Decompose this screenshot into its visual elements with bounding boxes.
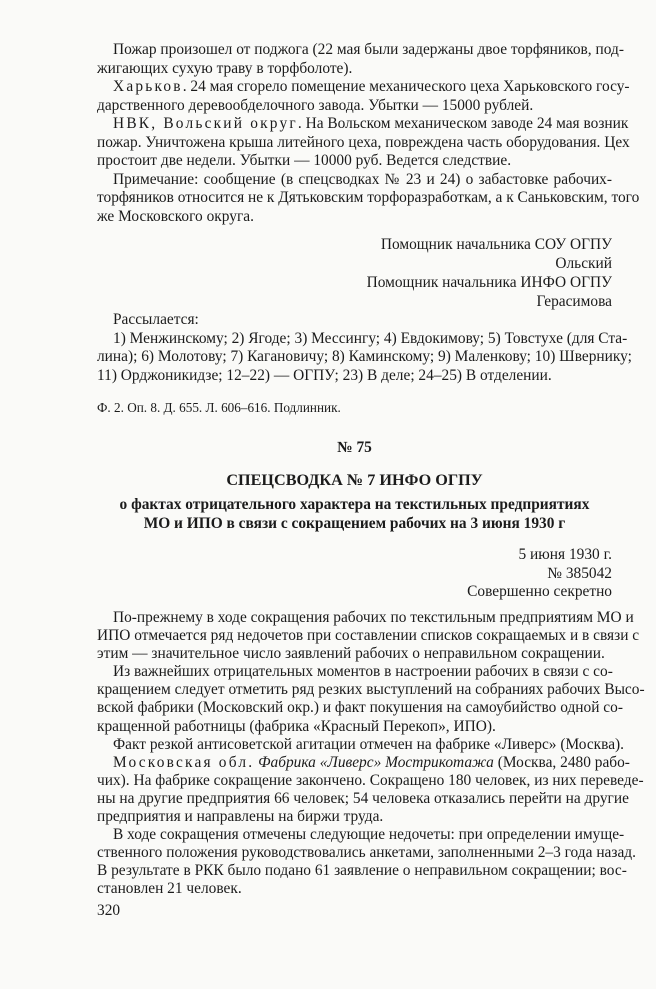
text-segment: становлен 21 человек. [97, 880, 242, 898]
text-segment: вской фабрики (Московский окр.) и факт покушения на самоубийство одной со- [97, 699, 623, 717]
text-line [97, 663, 612, 681]
text-segment: Из важнейших отрицательных моментов в настроении рабочих в связи с со- [113, 663, 613, 681]
text-segment: предприятия и направлены на биржи труда. [97, 808, 384, 826]
text-line [97, 718, 612, 736]
text-segment: ИПО отмечается ряд недочетов при составлении списков сокращаемых и в связи с [97, 627, 640, 645]
text-line [97, 627, 640, 645]
text-segment: кращенной работницы (фабрика «Красный Перекоп», ИПО). [97, 717, 496, 735]
text-segment: В результате в РКК было подано 61 заявление о неправильном сокращении; вос- [97, 862, 627, 880]
document-date: 5 июня 1930 г. [518, 546, 612, 563]
distribution-line: 11) Орджоникидзе; 12–22) — ОГПУ; 23) В деле; 24–25) В отделении. [97, 366, 552, 384]
text-segment: Пожар произошел от поджога (22 мая были задержаны двое торфяников, под- [113, 41, 624, 58]
text-segment: ны на другие предприятия 66 человек; 54 человека отказались перейти на другие [97, 789, 629, 807]
text-line [97, 771, 644, 790]
text-line [97, 789, 629, 808]
subtitle-line: МО и ИПО в связи с сокращением рабочих на 3 июня 1930 г [143, 514, 566, 532]
distribution-label: Рассылается: [113, 311, 199, 328]
text-segment: По-прежнему в ходе сокращения рабочих по текстильным предприятиям МО и [113, 609, 634, 626]
text-line [97, 115, 629, 134]
text-line [97, 862, 627, 880]
location-heading: Московская обл. [113, 753, 255, 771]
text-segment: торфяников относится не к Дятьковским торфоразработкам, а к Саньковским, того [97, 189, 640, 206]
document-body [97, 609, 645, 899]
text-line [97, 208, 612, 227]
paragraph [97, 735, 625, 754]
text-line [97, 189, 640, 208]
text-line [97, 880, 612, 898]
text-segment: (Москва, 2480 рабо- [493, 753, 630, 771]
subtitle-line: о фактах отрицательного характера на текстильных предприятиях [119, 496, 590, 513]
document-title: СПЕЦСВОДКА № 7 ИНФО ОГПУ [226, 471, 483, 489]
archive-reference: Ф. 2. Оп. 8. Д. 655. Л. 606–616. Подлинник. [97, 400, 341, 415]
text-segment: этим — значительное число заявлений рабочих о неправильном сокращении. [97, 645, 605, 663]
text-segment: Факт резкой антисоветской агитации отмечен на фабрике «Ливерс» (Москва). [113, 735, 625, 753]
text-segment: простоит две недели. Убытки — 10000 руб. Ведется следствие. [97, 152, 512, 169]
signature-position: Помощник начальника ИНФО ОГПУ [366, 274, 612, 291]
text-line [97, 735, 625, 754]
text-line [97, 844, 636, 862]
paragraph [97, 753, 644, 826]
signature-2 [97, 274, 612, 311]
text-line [97, 699, 623, 717]
distribution-line: лина); 6) Молотову; 7) Кагановичу; 8) Каминскому; 9) Маленкову; 10) Швернику; [97, 348, 632, 365]
preceding-report-text [97, 41, 640, 226]
location-heading: Харьков [113, 78, 183, 95]
text-line [97, 753, 630, 772]
text-segment: же Московского округа. [97, 207, 254, 225]
text-segment: В ходе сокращения отмечены следующие недочеты: при определении имуще- [113, 826, 625, 844]
page-number: 320 [97, 902, 121, 919]
text-line [97, 826, 625, 844]
enterprise-name: Фабрика «Ливерс» Мострикотажа [258, 753, 494, 771]
document-meta [97, 546, 612, 602]
paragraph [97, 78, 630, 115]
text-segment: . 24 мая сгорело помещение механического цеха Харьковского госу- [182, 78, 630, 95]
signature-position: Помощник начальника СОУ ОГПУ [380, 236, 612, 253]
paragraph [97, 170, 640, 227]
classification: Совершенно секретно [467, 583, 612, 600]
signature-1 [97, 236, 612, 273]
text-segment: жигающих сухую траву в торфболоте). [97, 59, 353, 77]
text-segment: дарственного деревообделочного завода. Убытки — 15000 рублей. [97, 96, 534, 114]
text-segment: Примечание: сообщение (в спецсводках № 23 и 24) о забастовке рабочих- [113, 170, 612, 188]
text-line [97, 78, 630, 97]
paragraph [97, 663, 645, 735]
text-line [97, 133, 630, 153]
text-segment: чих). На фабрике сокращение закончено. Сокращено 180 человек, из них переведе- [97, 771, 644, 789]
location-heading: НВК, Вольский округ [113, 115, 298, 132]
text-segment: кращением следует отметить ряд резких выступлений на собраниях рабочих Высо- [97, 681, 645, 699]
signature-name: Герасимова [536, 292, 612, 310]
text-line [97, 171, 612, 190]
text-line [97, 41, 624, 60]
document-subtitle [97, 496, 612, 533]
registration-number: № 385042 [547, 564, 612, 582]
paragraph [97, 41, 624, 78]
text-line [97, 60, 612, 79]
signature-name: Ольский [555, 254, 612, 272]
text-line [97, 645, 612, 663]
text-segment: ственного положения руководствовались анкетами, заполненными 2–3 года назад. [97, 844, 636, 862]
document-number: № 75 [337, 439, 372, 456]
text-line [97, 808, 612, 826]
text-line [97, 609, 634, 627]
distribution-list [97, 311, 632, 385]
text-line [97, 152, 612, 171]
paragraph [97, 609, 640, 663]
paragraph [97, 826, 636, 898]
text-line [97, 681, 645, 699]
distribution-line: 1) Менжинскому; 2) Ягоде; 3) Мессингу; 4) Евдокимову; 5) Товстухе (для Ста- [113, 329, 628, 347]
text-segment: . На Вольском механическом заводе 24 мая возник [297, 115, 629, 132]
text-line [97, 97, 612, 116]
text-segment: пожар. Уничтожена крыша литейного цеха, повреждена часть оборудования. Цех [97, 133, 630, 151]
paragraph [97, 115, 630, 171]
